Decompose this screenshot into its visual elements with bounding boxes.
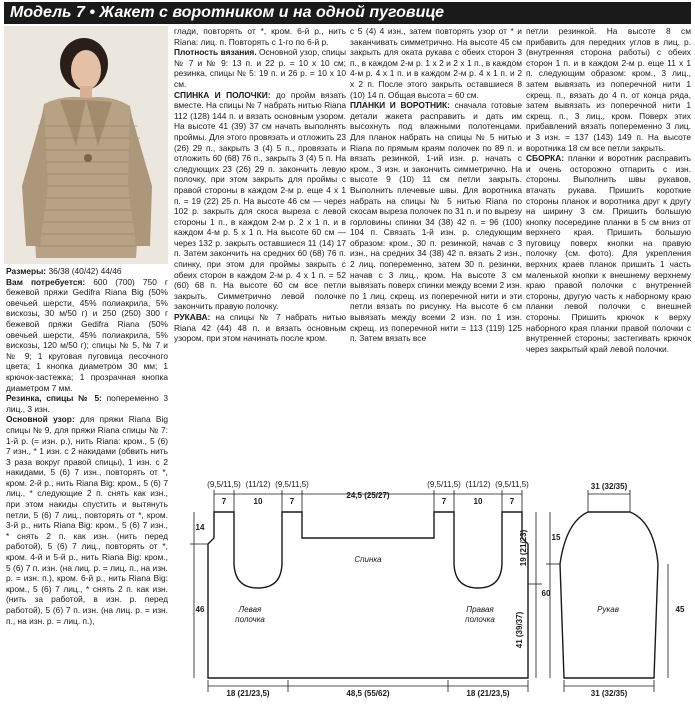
sleeve-left-a: 15 — [551, 533, 561, 542]
sleeve-top-dim: 31 (32/35) — [590, 482, 628, 491]
rib-label: Резинка, спицы № 5: — [6, 393, 102, 404]
bottom-mid-dim: 48,5 (55/62) — [346, 689, 390, 698]
pattern-continuation: глади, повторять от *, кром. 6-й р., нить Riana: лиц. п. Повторять с 1-го по 6-й р. — [174, 26, 346, 47]
density-text: Основной узор, спицы № 7 и № 9: 13 п. и 22 р. = 10 х 10 см; резинка, спицы № 5: 19 п. и 26 р. = 10 х 10 см. — [174, 47, 346, 89]
top-seg-6: (11/12) — [465, 480, 491, 489]
model-photo — [4, 26, 168, 264]
density-label: Плотность вязания. — [174, 47, 257, 58]
top-num-2: 10 — [253, 497, 263, 506]
sleeve-right-dim: 45 — [675, 605, 685, 614]
right-front-label-2: полочка — [465, 615, 495, 624]
bands-collar-text: сначала готовые детали жакета расправить и дать им высохнуть под влажными полотенцами. Для планок набрать на спицы № 5 нитью Riana по прямым краям полочек по 89 п. и вязать резинкой, 1-ий изн. р. начать с кром., 3 изн. и закончить симметрично. На высоте 9 (10) 11 см петли закрыть. Выполнить плечевые швы. Для воротника набрать на спицы № 5 нитью Riana по скосам выреза полочек по 31 п. и по вырезу горловины спинки 34 (38) 42 п. = 96 (100) 104 п. Связать 1-й изн. р. следующим образом: кром., 30 п. резинкой, начав с 3 изн., на средних 34 (38) 42 п. вязать 2 изн., 2 лиц. попеременно, затем 30 п. резинки, начав с 3 лиц., кром. На высоте 3 см вывязать поверх спинки между всеми 2 изн. по 1 лиц. скрещ. из поперечной нити и эти петли вязать по рисунку. На высоте 6 см вывязать между всеми 2 изн. по 1 изн. скрещ. из поперечной нити = 113 (119) 125 п. Затем вязать все — [350, 100, 522, 344]
sleeve-label: Рукав — [597, 605, 619, 614]
assembly-label: СБОРКА: — [526, 153, 565, 164]
model-photo-illustration — [4, 26, 168, 264]
column-1 — [6, 266, 168, 696]
bands-collar-label: ПЛАНКИ И ВОРОТНИК: — [350, 100, 450, 111]
right-top-dim: 19 (21/23) — [519, 529, 528, 567]
sleeves-label: РУКАВА: — [174, 312, 211, 323]
right-main-dim: 41 (39/37) — [515, 611, 524, 649]
top-seg-1: (9,5/11,5) — [207, 480, 241, 489]
back-label: Спинка — [354, 555, 382, 564]
top-seg-7: (9,5/11,5) — [495, 480, 529, 489]
page-header — [4, 2, 691, 24]
top-seg-3: (9,5/11,5) — [275, 480, 309, 489]
pattern-diagram — [170, 478, 695, 699]
column-2 — [174, 26, 346, 481]
model-number: Модель 7 — [10, 4, 85, 21]
back-fronts-label: СПИНКА И ПОЛОЧКИ: — [174, 89, 271, 100]
top-num-1: 7 — [221, 497, 227, 506]
top-seg-4: 24,5 (25/27) — [346, 491, 390, 500]
left-top-dim: 14 — [195, 523, 205, 532]
top-seg-5: (9,5/11,5) — [427, 480, 461, 489]
sleeve-left-b: 60 — [541, 589, 551, 598]
rib-text: попеременно 3 лиц., 3 изн. — [6, 393, 168, 414]
left-front-label-1: Левая — [238, 605, 262, 614]
top-num-5: 10 — [473, 497, 483, 506]
top-num-3: 7 — [289, 497, 295, 506]
body-outline — [208, 512, 528, 678]
sleeve-bottom-dim: 31 (32/35) — [590, 689, 628, 698]
left-front-label-2: полочка — [235, 615, 265, 624]
column-4 — [526, 26, 691, 481]
assembly-text: планки и воротник расправить и очень осторожно отпарить с изн. стороны. Выполнить швы рукавов, втачать рукава. Пришить короткие стороны планок и воротника друг к другу на ширину 3 см. Пришить большую кнопку посередине планки в 5 см вниз от верхнего края. Пришить большую пуговицу поверх кнопки на правую полочку (см. фото). Для укрепления верхних краев планок пришить 1 часть маленькой кнопки к внешнему верхнему краю правой полочки с внутренней стороны, другую часть к наборному краю планки левой полочки с внешней стороны. Пришить крючок к верху наборного края планки правой полочки с внутренней стороны; застегивать крючок через закрытый край левой полочки. — [526, 153, 691, 354]
right-front-label-1: Правая — [466, 605, 494, 614]
top-num-6: 7 — [509, 497, 515, 506]
sleeve-outline — [560, 512, 658, 678]
bottom-right-dim: 18 (21/23,5) — [466, 689, 510, 698]
sizes-label: Размеры: — [6, 266, 47, 276]
column-3 — [350, 26, 522, 481]
main-pattern-text: для пряжи Riana Big спицы № 9, для пряжи Riana спицы № 7: 1-й р. (= изн. р.), нить Riana: кром., 5 (6) 7 изн., * 1 изн. с 2 накидами (обвить нить 3 раза вокруг правой спицы), 1 изн. с 2 накидами, 5 (6) 7 изн., повторять от *, кром. 2-й р., нить Riana Big: кром., 5 (6) 7 лиц., * следующие 2 п. снять как изн., при этом накиды спустить и вытянуть петли, 5 (6) 7 лиц., повторять от *, кром. 3-й р., нить Riana Big: кром., 5 (6) 7 изн., * снять 2 п. как изн. (нить перед работой), 5 (6) 7 лиц., повторять от *, кром. 4-й и 5-й р., нить Riana Big: кром., 5 (6) 7 п. изн. (на лиц. р. = лиц. п., на изн. р. = изн. п.), кром. 6-й р., нить Riana Big: кром., 5 (6) 7 лиц., * снять 2 п. как изн. (нить за работой, в изн. р. перед работой), 5 (6) 7 п. изн. (на лиц. р. = изн. п., на изн. р. = лиц. п.), — [6, 414, 168, 626]
back-fronts-text: до пройм вязать вместе. На спицы № 7 набрать нитью Riana 112 (128) 144 п. и вязать основным узором. На высоте 41 (39) 37 см начать выполнять проймы. Для этого провязать и отложить 23 (26) 29 п., закрыть 3 (4) 5 п., провязать и отложить 60 (68) 76 п., закрыть 3 (4) 5 п. На следующих 23 (26) 29 п. закончить левую полочку, при этом закрыть для проймы с правой стороны в каждом 2-м р. еще 4 х 1 п. = 19 (22) 25 п. На высоте 46 см — через 102 р. закрыть для скоса выреза с левой стороны 1 п., в каждом 2-м р. 2 х 1 п. и в каждом 4-м р. 5 х 1 п. На высоте 60 см — через 132 р. закрыть оставшиеся 11 (14) 17 п. Затем закончить на средних 60 (68) 76 п. спинку, при этом для проймы закрыть с обеих сторон в каждом 2-м р. 4 х 1 п. = 52 (60) 68 п. На высоте 60 см все петли закрыть. Симметрично левой полочке закончить правую полочку. — [174, 89, 346, 312]
sleeves-continuation: с 5 (4) 4 изн., затем повторять узор от * и заканчивать симметрично. На высоте 45 см закрыть для оката рукава с обеих сторон 3 п., в каждом 2-м р. 1 х 2 и 2 х 1 п., в каждом 4-м р. 4 х 1 п. и в каждом 2-м р. 4 х 1 п. и 2 х 2 п. После этого закрыть оставшиеся 8 (10) 14 п. Общая высота = 60 см. — [350, 26, 522, 100]
bottom-left-dim: 18 (21/23,5) — [226, 689, 270, 698]
pattern-diagram-svg — [170, 478, 695, 699]
sizes-text: 36/38 (40/42) 44/46 — [48, 266, 122, 276]
pattern-title: Жакет с воротником и на одной пуговице — [99, 4, 444, 21]
materials-label: Вам потребуется: — [6, 276, 86, 287]
top-num-4: 7 — [441, 497, 447, 506]
materials-text: 600 (700) 750 г бежевой пряжи Gedifra Riana Big (50% овечьей шерсти, 45% полиакрила, 5% вискозы, 30 м/50 г) и 250 (250) 300 г бежевой пряжи Gedifra Riana (50% овечьей шерсти, 45% полиакрила, 5% вискозы, 120 м/50 г); спицы № 5, № 7 и № 9; 1 круговая пуговица песочного цвета; 1 кнопка диаметром 30 мм; 1 крючок-застежка; 1 прозрачная кнопка диаметром 7 мм. — [6, 276, 168, 393]
sleeves-text: на спицы № 7 набрать нитью Riana 42 (44) 48 п. и вязать основным узором, при этом начинать после кром. — [174, 312, 346, 344]
main-pattern-label: Основной узор: — [6, 414, 75, 425]
top-seg-2: (11/12) — [245, 480, 271, 489]
left-main-dim: 46 — [195, 605, 205, 614]
header-bullet: • — [89, 4, 95, 21]
collar-continuation: петли резинкой. На высоте 8 см прибавить для передних углов в лиц. р. (внутренняя сторона работы) с обеих сторон 1 п. и в каждом 2-м р. еще 11 х 1 п. следующим образом: кром., 3 лиц., затем вывязать из поперечной нити 1 скрещ. п., вязать до 4 п. от конца ряда, затем вывязать из поперечной нити 1 скрещ. п., 3 лиц., кром. Поверх этих прибавлений вязать попеременно 3 лиц. и 3 изн. = 137 (143) 149 п. На высоте воротника 18 см все петли закрыть. — [526, 26, 691, 153]
